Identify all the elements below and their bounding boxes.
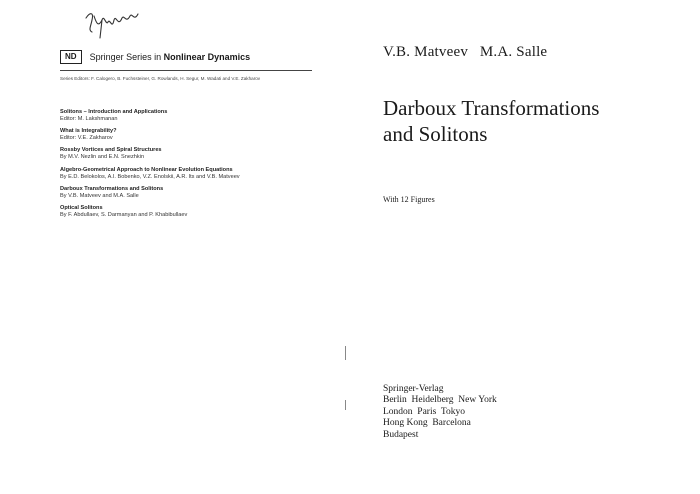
series-name: Nonlinear Dynamics bbox=[163, 52, 251, 62]
book-title-main bbox=[383, 95, 599, 147]
figures-note: With 12 Figures bbox=[383, 195, 435, 204]
series-rule bbox=[60, 70, 312, 71]
publisher-city: Berlin Heidelberg New York bbox=[383, 395, 497, 406]
series-editors: Series Editors: F. Calogero, B. Fuchssteiner, G. Rowlands, H. Segur, M. Wadati and V.E. Zakharov bbox=[60, 76, 261, 81]
publisher-city: Hong Kong Barcelona bbox=[383, 418, 471, 429]
book-entry bbox=[60, 109, 320, 123]
series-prefix: Springer Series in bbox=[89, 52, 162, 62]
book-title: What is Integrability? bbox=[60, 128, 117, 135]
publisher-city: Budapest bbox=[383, 429, 419, 440]
title-line-2: and Solitons bbox=[383, 122, 488, 146]
book-entry bbox=[60, 167, 320, 181]
left-page bbox=[0, 0, 345, 494]
book-author: By E.D. Belokolos, A.I. Bobenko, V.Z. Enolskii, A.R. Its and V.B. Matveev bbox=[60, 173, 240, 180]
book-title: Darboux Transformations and Solitons bbox=[60, 185, 164, 192]
book-list bbox=[60, 109, 320, 224]
publisher-city: London Paris Tokyo bbox=[383, 406, 466, 417]
series-badge: ND bbox=[60, 50, 82, 64]
book-author: Editor: M. Lakshmanan bbox=[60, 116, 118, 122]
series-heading bbox=[60, 50, 310, 64]
book-entry bbox=[60, 186, 320, 200]
book-entry bbox=[60, 147, 320, 161]
book-entry bbox=[60, 128, 320, 142]
book-title: Solitons – Introduction and Applications bbox=[60, 109, 168, 115]
book-title: Optical Solitons bbox=[60, 204, 103, 211]
book-entry bbox=[60, 205, 320, 219]
book-title: Algebro-Geometrical Approach to Nonlinear Evolution Equations bbox=[60, 166, 233, 173]
book-author: Editor: V.E. Zakharov bbox=[60, 135, 113, 142]
book-author: By F. Abdullaev, S. Darmanyan and P. Khabibullaev bbox=[60, 211, 188, 218]
book-authors: V.B. Matveev M.A. Salle bbox=[383, 44, 548, 60]
title-line-1: Darboux Transformations bbox=[383, 96, 600, 120]
book-author: By V.B. Matveev and M.A. Salle bbox=[60, 192, 139, 199]
publisher-name: Springer-Verlag bbox=[383, 384, 444, 394]
publisher-block bbox=[383, 384, 497, 441]
book-author: By M.V. Nezlin and E.N. Snezhkin bbox=[60, 154, 145, 161]
book-title: Rossby Vortices and Spiral Structures bbox=[60, 147, 162, 154]
right-page bbox=[345, 0, 700, 494]
handwritten-signature bbox=[82, 8, 152, 42]
series-title bbox=[90, 52, 251, 62]
